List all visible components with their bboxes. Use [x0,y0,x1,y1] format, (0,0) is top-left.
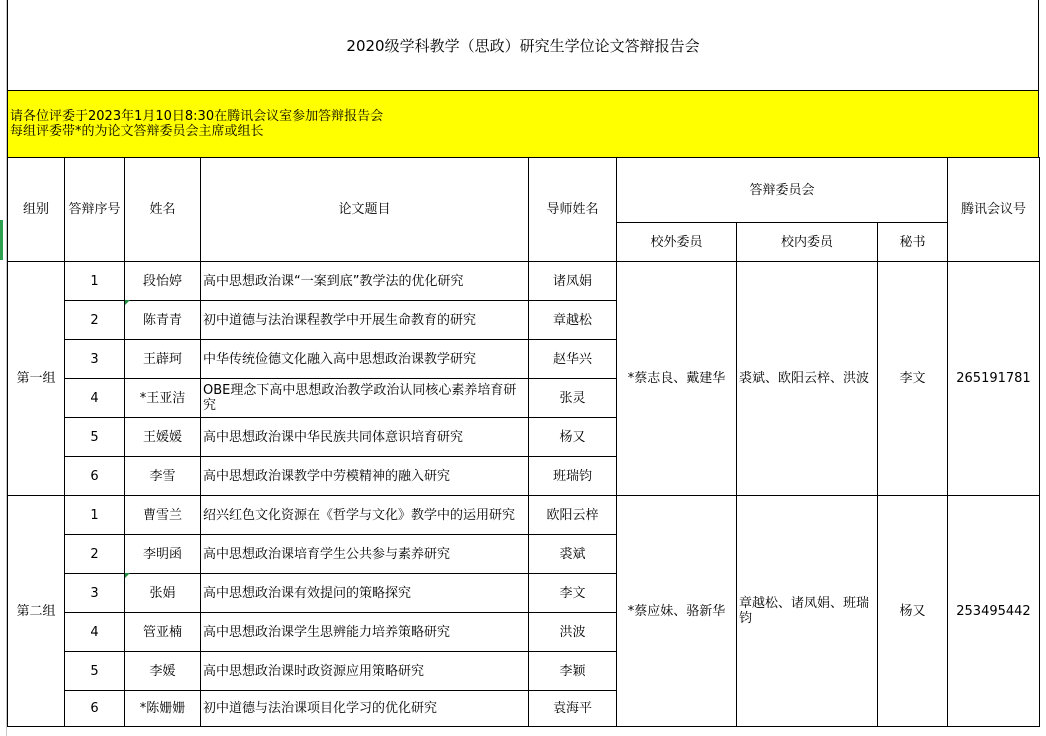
header-group[interactable]: 组别 [8,158,65,262]
advisor-cell[interactable]: 裘斌 [529,535,617,574]
name-cell[interactable]: *王亚洁 [125,379,201,418]
notice-line-1: 请各位评委于2023年1月10日8:30在腾讯会议室参加答辩报告会 [10,109,384,124]
seq-cell[interactable]: 1 [65,496,125,535]
internal-members[interactable]: 裘斌、欧阳云梓、洪波 [737,262,878,496]
advisor-cell[interactable]: 袁海平 [529,691,617,727]
name-cell[interactable]: 段怡婷 [125,262,201,301]
page-title: 2020级学科教学（思政）研究生学位论文答辩报告会 [346,36,700,55]
header-seq[interactable]: 答辩序号 [65,158,125,262]
group-label[interactable]: 第二组 [8,496,65,727]
header-advisor[interactable]: 导师姓名 [529,158,617,262]
header-internal[interactable]: 校内委员 [737,223,878,262]
seq-cell[interactable]: 6 [65,691,125,727]
topic-cell[interactable]: 中华传统俭德文化融入高中思想政治课教学研究 [201,340,529,379]
topic-cell[interactable]: 高中思想政治课中华民族共同体意识培育研究 [201,418,529,457]
group-label[interactable]: 第一组 [8,262,65,496]
topic-cell[interactable]: 高中思想政治课学生思辨能力培养策略研究 [201,613,529,652]
name-cell[interactable]: 王薜珂 [125,340,201,379]
topic-cell[interactable]: OBE理念下高中思想政治教学政治认同核心素养培育研究 [201,379,529,418]
secretary-cell[interactable]: 杨又 [878,496,948,727]
topic-cell[interactable]: 高中思想政治课时政资源应用策略研究 [201,652,529,691]
schedule-table [7,157,1040,727]
topic-cell[interactable]: 高中思想政治课有效提问的策略探究 [201,574,529,613]
seq-cell[interactable]: 3 [65,340,125,379]
table-row [8,496,1040,535]
topic-cell[interactable]: 初中道德与法治课程教学中开展生命教育的研究 [201,301,529,340]
header-topic[interactable]: 论文题目 [201,158,529,262]
active-cell-marker [0,220,3,260]
header-external[interactable]: 校外委员 [617,223,737,262]
name-cell[interactable]: 李媛 [125,652,201,691]
secretary-cell[interactable]: 李文 [878,262,948,496]
advisor-cell[interactable]: 赵华兴 [529,340,617,379]
header-meeting[interactable]: 腾讯会议号 [948,158,1040,262]
seq-cell[interactable]: 4 [65,379,125,418]
name-cell[interactable]: 李雪 [125,457,201,496]
topic-cell[interactable]: 高中思想政治课教学中劳模精神的融入研究 [201,457,529,496]
notice-cell[interactable] [7,90,1039,158]
advisor-cell[interactable]: 李颖 [529,652,617,691]
topic-cell[interactable]: 初中道德与法治课项目化学习的优化研究 [201,691,529,727]
comment-indicator-icon [125,573,130,578]
topic-cell[interactable]: 绍兴红色文化资源在《哲学与文化》教学中的运用研究 [201,496,529,535]
name-cell[interactable]: 张娟 [125,574,201,613]
meeting-id[interactable]: 253495442 [948,496,1040,727]
row-header-strip [0,0,7,736]
header-committee[interactable]: 答辩委员会 [617,158,948,223]
seq-cell[interactable]: 1 [65,262,125,301]
title-cell[interactable] [7,0,1039,90]
advisor-cell[interactable]: 杨又 [529,418,617,457]
table-row [8,262,1040,301]
advisor-cell[interactable]: 李文 [529,574,617,613]
header-secretary[interactable]: 秘书 [878,223,948,262]
advisor-cell[interactable]: 洪波 [529,613,617,652]
external-members[interactable]: *蔡志良、戴建华 [617,262,737,496]
internal-members[interactable]: 章越松、诸凤娟、班瑞钧 [737,496,878,727]
seq-cell[interactable]: 5 [65,418,125,457]
seq-cell[interactable]: 2 [65,535,125,574]
seq-cell[interactable]: 2 [65,301,125,340]
comment-indicator-icon [125,300,130,305]
name-cell[interactable]: 李明函 [125,535,201,574]
name-cell[interactable]: 曹雪兰 [125,496,201,535]
topic-cell[interactable]: 高中思想政治课“一案到底”教学法的优化研究 [201,262,529,301]
meeting-id[interactable]: 265191781 [948,262,1040,496]
header-name[interactable]: 姓名 [125,158,201,262]
seq-cell[interactable]: 3 [65,574,125,613]
notice-line-2: 每组评委带*的为论文答辩委员会主席或组长 [10,124,264,139]
seq-cell[interactable]: 6 [65,457,125,496]
external-members[interactable]: *蔡应妹、骆新华 [617,496,737,727]
advisor-cell[interactable]: 欧阳云梓 [529,496,617,535]
seq-cell[interactable]: 5 [65,652,125,691]
name-cell[interactable]: 王媛媛 [125,418,201,457]
advisor-cell[interactable]: 诸凤娟 [529,262,617,301]
name-cell[interactable]: 管亚楠 [125,613,201,652]
advisor-cell[interactable]: 张灵 [529,379,617,418]
topic-cell[interactable]: 高中思想政治课培育学生公共参与素养研究 [201,535,529,574]
advisor-cell[interactable]: 班瑞钧 [529,457,617,496]
advisor-cell[interactable]: 章越松 [529,301,617,340]
name-cell[interactable]: 陈青青 [125,301,201,340]
seq-cell[interactable]: 4 [65,613,125,652]
name-cell[interactable]: *陈姗姗 [125,691,201,727]
